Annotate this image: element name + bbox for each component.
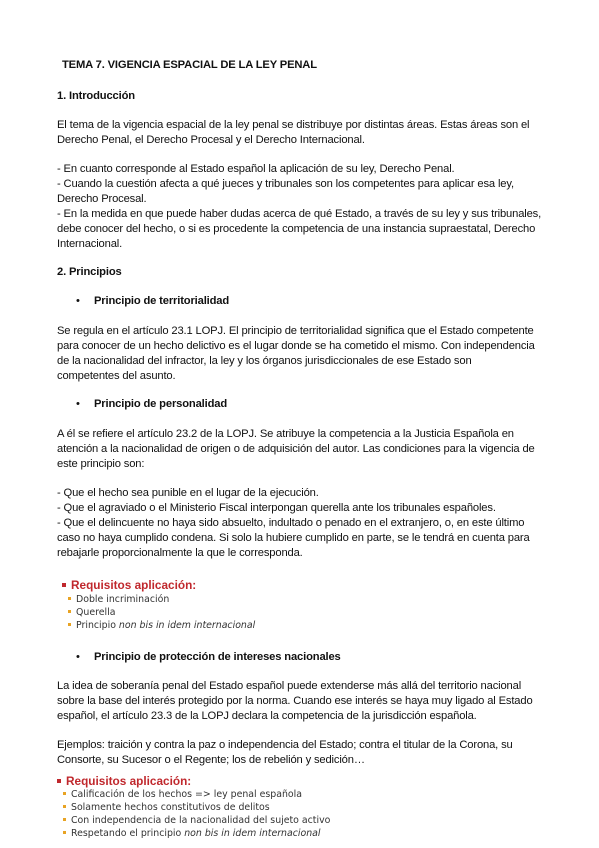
yellow-square-bullet-icon [63,805,66,808]
personalidad-list-line-4: caso no haya cumplido condena. Si solo la hubiere cumplido en parte, se le tendrá en cuenta para [57,532,530,544]
yellow-square-bullet-icon [63,792,66,795]
proteccion-title: Principio de protección de intereses nacionales [94,651,341,663]
personalidad-list-line-5: rebajarle proporcionalmente la que le corresponda. [57,547,303,559]
yellow-square-bullet-icon [68,597,71,600]
territorialidad-heading [76,294,229,308]
requisito-item [68,594,169,606]
personalidad-para-line-3: este principio son: [57,458,145,470]
intro-list-line-5: debe conocer del hecho, o si es procedente la competencia de una instancia supraestatal, Derecho [57,223,536,235]
intro-list-line-3: Derecho Procesal. [57,193,147,205]
territorialidad-para-line-3: de la nacionalidad del infractor, la ley y los órganos jurisdiccionales de ese Estado son [57,355,472,367]
intro-list-line-2: - Cuando la cuestión afecta a qué jueces y tribunales son los competentes para aplicar esa ley, [57,178,514,190]
section-1-heading: 1. Introducción [57,90,135,102]
territorialidad-title: Principio de territorialidad [94,295,230,307]
section-2-heading: 2. Principios [57,266,122,278]
intro-para-line-1: El tema de la vigencia espacial de la ley penal se distribuye por distintas áreas. Estas áreas son el [57,119,530,131]
requisitos-title-text: Requisitos aplicación: [71,578,197,592]
document-title: TEMA 7. VIGENCIA ESPACIAL DE LA LEY PENAL [62,59,317,71]
red-square-bullet-icon [57,779,61,783]
proteccion-heading [76,650,341,664]
requisito-item [68,620,255,632]
requisitos-title-text: Requisitos aplicación: [66,774,192,788]
requisito-item [68,607,115,619]
requisito-text: Respetando el principio [71,828,185,839]
bullet-icon: • [76,398,80,410]
personalidad-para-line-2: atención a la nacionalidad de origen o de adquisición del autor. Las condiciones para la vigencia de [57,443,535,455]
personalidad-para-line-1: A él se refiere el artículo 23.2 de la LOPJ. Se atribuye la competencia a la Justicia Española en [57,428,514,440]
territorialidad-para-line-4: competentes del asunto. [57,370,176,382]
requisito-text: Querella [76,607,116,618]
yellow-square-bullet-icon [63,831,66,834]
requisito-text: Doble incriminación [76,594,170,605]
requisito-italic-text: non bis in idem internacional [118,620,256,631]
requisito-item [63,802,270,814]
bullet-icon: • [76,295,80,307]
intro-list-line-4: - En la medida en que puede haber dudas acerca de qué Estado, a través de su ley y sus tribunales, [57,208,542,220]
yellow-square-bullet-icon [68,610,71,613]
requisitos-personalidad-title [62,578,196,592]
red-square-bullet-icon [62,583,66,587]
requisito-item [63,789,302,801]
territorialidad-para-line-1: Se regula en el artículo 23.1 LOPJ. El principio de territorialidad significa que el Estado competente [57,325,534,337]
intro-list-line-1: - En cuanto corresponde al Estado español la aplicación de su ley, Derecho Penal. [57,163,455,175]
proteccion-para-line-2: sobre la base del interés protegido por la norma. Cuando ese interés se haya muy ligado al Estado [57,695,533,707]
personalidad-title: Principio de personalidad [94,398,228,410]
requisito-text: Calificación de los hechos => ley penal española [71,789,302,800]
personalidad-list-line-2: - Que el agraviado o el Ministerio Fiscal interpongan querella ante los tribunales españoles. [57,502,496,514]
intro-para-line-2: Derecho Penal, el Derecho Procesal y el Derecho Internacional. [57,134,365,146]
intro-list-line-6: Internacional. [57,238,123,250]
personalidad-list-line-3: - Que el delincuente no haya sido absuelto, indultado o penado en el extranjero, o, en este último [57,517,525,529]
yellow-square-bullet-icon [63,818,66,821]
yellow-square-bullet-icon [68,623,71,626]
ejemplos-line-1: Ejemplos: traición y contra la paz o independencia del Estado; contra el titular de la Corona, su [57,739,513,751]
requisito-text: Solamente hechos constitutivos de delitos [71,802,270,813]
territorialidad-para-line-2: para conocer de un hecho delictivo es el lugar donde se ha cometido el mismo. Con independencia [57,340,535,352]
requisito-text: Principio [76,620,119,631]
requisito-text: Con independencia de la nacionalidad del sujeto activo [71,815,331,826]
requisito-item [63,815,330,827]
requisito-italic-text: non bis in idem internacional [184,828,321,839]
requisitos-proteccion-title [57,774,191,788]
personalidad-heading [76,397,227,411]
bullet-icon: • [76,651,80,663]
requisito-item [63,828,321,840]
ejemplos-line-2: Consorte, su Sucesor o el Regente; los de rebelión y sedición… [57,754,365,766]
personalidad-list-line-1: - Que el hecho sea punible en el lugar de la ejecución. [57,487,319,499]
proteccion-para-line-1: La idea de soberanía penal del Estado español puede extenderse más allá del territorio nacional [57,680,522,692]
proteccion-para-line-3: español, el artículo 23.3 de la LOPJ declara la competencia de la jurisdicción española. [57,710,477,722]
